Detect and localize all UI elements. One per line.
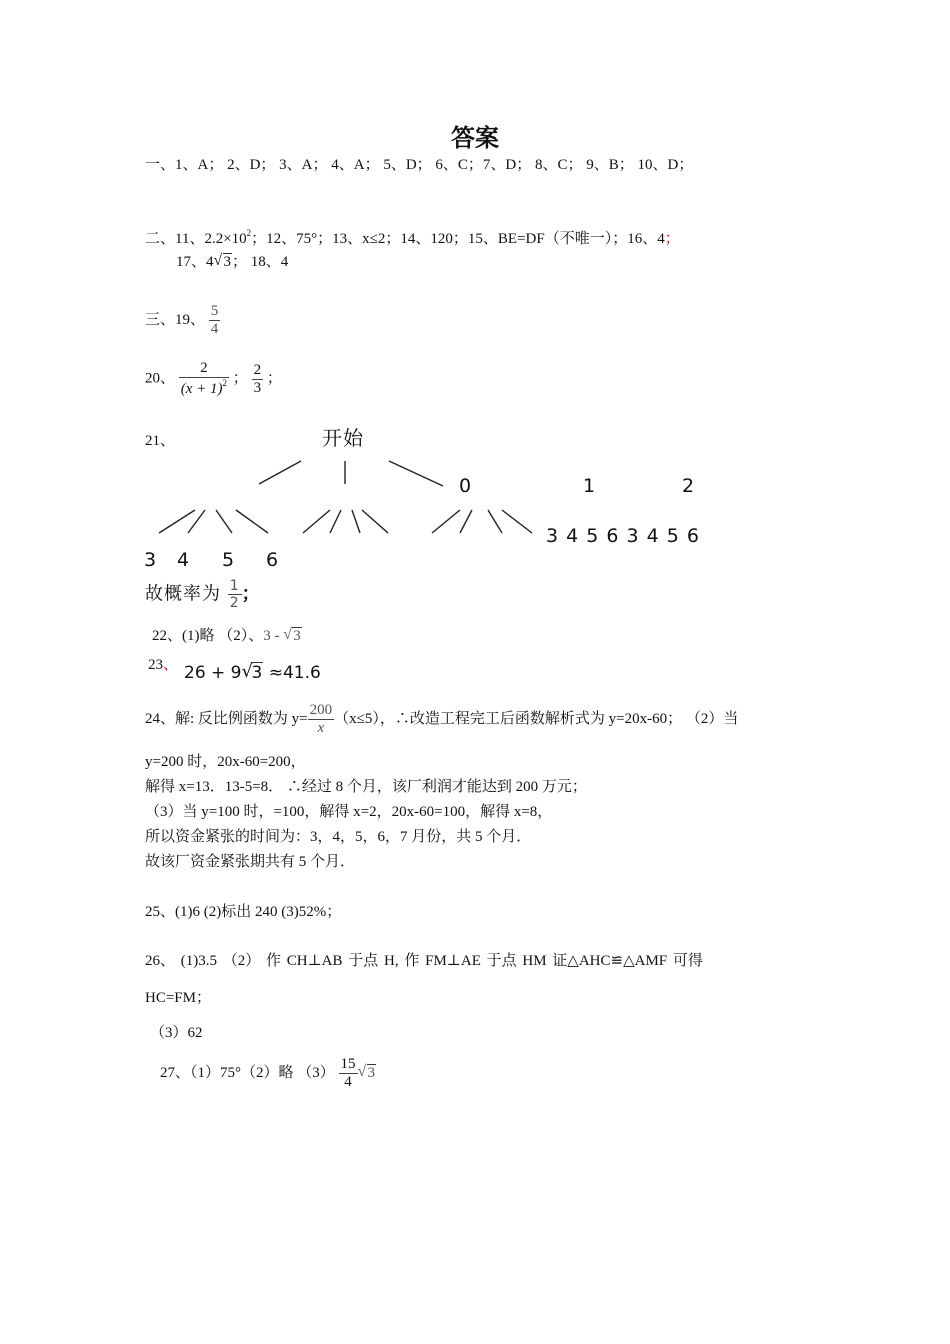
- denominator: 3: [253, 379, 262, 396]
- tree-branch-line: [502, 510, 532, 533]
- numerator: 5: [210, 303, 219, 319]
- question-21-label: 21、: [145, 433, 176, 449]
- den-var: x: [317, 720, 325, 737]
- question-26-line-3: （3）62: [150, 1025, 203, 1041]
- tree-node-0: 0: [459, 475, 473, 497]
- exponent: 2: [246, 228, 252, 238]
- question-25: 25、(1)6 (2)标出 240 (3)52%；: [145, 904, 342, 920]
- denominator: 2: [229, 595, 240, 612]
- tree-leaf: 5: [222, 549, 236, 571]
- tree-branch-line: [303, 510, 330, 533]
- tree-root: 开始: [322, 426, 364, 450]
- end-mark: ；: [241, 583, 261, 605]
- sqrt-radicand: 3: [367, 1065, 375, 1082]
- tree-leaves-right: 3 4 5 6 3 4 5 6: [546, 525, 700, 547]
- numerator: 15: [340, 1056, 356, 1072]
- question-26-line-2: HC=FM；: [145, 990, 211, 1006]
- question-19-label: 三、19、: [145, 312, 206, 329]
- sqrt-radicand: 3: [293, 628, 301, 644]
- question-22-expr: 3 -: [263, 628, 284, 644]
- separator: ；: [232, 370, 248, 387]
- tree-branch-line: [216, 510, 232, 533]
- section-2-text-a: 二、11、2.2×10: [145, 231, 247, 247]
- question-22: [152, 624, 302, 645]
- denominator: [308, 719, 335, 737]
- fraction: [308, 702, 335, 738]
- question-23-mark: 、: [163, 657, 179, 673]
- question-23-label: [148, 653, 178, 674]
- tree-branch-line: [362, 510, 388, 533]
- den-expr: (x + 1): [180, 381, 223, 398]
- probability-line: [145, 578, 261, 611]
- question-24-line-3: 解得 x=13．13-5=8． ∴经过 8 个月，该厂利润才能达到 200 万元；: [145, 779, 587, 795]
- question-23-number: 23: [148, 657, 163, 673]
- tree-leaf: 6: [266, 549, 280, 571]
- question-24-text-a: 24、解: 反比例函数为 y=: [145, 711, 308, 728]
- tree-branch-line: [432, 510, 460, 533]
- question-24-text-b: （x≤5），∴改造工程完工后函数解析式为 y=20x-60； （2）当: [334, 711, 739, 728]
- numerator: 2: [253, 361, 262, 378]
- exponent: 2: [222, 378, 228, 389]
- sqrt-symbol: √ 3: [213, 252, 232, 270]
- question-27-text: 27、（1）75°（2）略 （3）: [160, 1065, 335, 1082]
- denominator: 4: [210, 321, 219, 338]
- tree-branch-line: [259, 461, 301, 484]
- sqrt-symbol: √ 3: [283, 626, 301, 644]
- tree-branch-line: [352, 510, 360, 533]
- tree-branch-line: [389, 461, 443, 486]
- numerator: 1: [229, 578, 240, 594]
- answer-18-text: ； 18、4: [232, 254, 289, 270]
- question-26-line-1: 26、 (1)3.5 （2） 作 CH⊥AB 于点 H, 作 FM⊥AE 于点 HM 证△AHC≌△AMF 可得: [145, 953, 703, 969]
- question-23-answer: [184, 663, 321, 683]
- tree-branch-line: [236, 510, 268, 533]
- tree-node-2: 2: [682, 475, 696, 497]
- fraction: [339, 1056, 358, 1092]
- tree-diagram-lines: [0, 0, 950, 600]
- tree-branch-line: [488, 510, 502, 533]
- question-23-approx: ≈41.6: [263, 663, 321, 683]
- end-mark: ；: [266, 370, 282, 387]
- numerator: 2: [200, 360, 208, 376]
- question-24-line-6: 故该厂资金紧张期共有 5 个月．: [145, 854, 356, 870]
- section-1-answers: 一、1、A； 2、D； 3、A； 4、A； 5、D； 6、C；7、D； 8、C； 9、B； 10、D；: [145, 157, 694, 173]
- question-24-line-4: （3）当 y=100 时，=100，解得 x=2，20x-60=100，解得 x=8，: [145, 804, 553, 820]
- sqrt-symbol: √ 3: [357, 1063, 375, 1082]
- section-2-text-b: ；12、75°；13、x≤2；14、120；15、BE=DF（不唯一）；16、4: [251, 231, 665, 247]
- red-semicolon: ；: [664, 231, 680, 247]
- tree-branch-line: [159, 510, 195, 533]
- question-22-text: 22、(1)略 （2）、: [152, 628, 264, 644]
- question-24-line-2: y=200 时，20x-60=200，: [145, 754, 306, 770]
- numerator: 200: [309, 702, 333, 718]
- tree-leaf: 4: [177, 549, 191, 571]
- question-23-expr: 26 + 9: [184, 663, 242, 683]
- probability-text: 故概率为: [145, 583, 221, 605]
- fraction: [228, 578, 242, 611]
- question-27: [160, 1056, 376, 1092]
- tree-node-1: 1: [583, 475, 597, 497]
- question-24-line-1: [145, 702, 738, 738]
- question-24-line-5: 所以资金紧张的时间为：3，4，5，6，7 月份，共 5 个月．: [145, 829, 532, 845]
- sqrt-radicand: 3: [223, 254, 232, 270]
- answer-17-text: 17、4: [176, 254, 214, 270]
- denominator: 4: [339, 1073, 358, 1091]
- sqrt-symbol: √ 3: [241, 661, 263, 683]
- tree-branch-line: [460, 510, 472, 533]
- tree-branch-line: [330, 510, 341, 533]
- sqrt-radicand: 3: [251, 663, 263, 683]
- page-title: 答案: [451, 124, 499, 152]
- tree-leaf: 3: [144, 549, 158, 571]
- question-20-label: 20、: [145, 370, 176, 387]
